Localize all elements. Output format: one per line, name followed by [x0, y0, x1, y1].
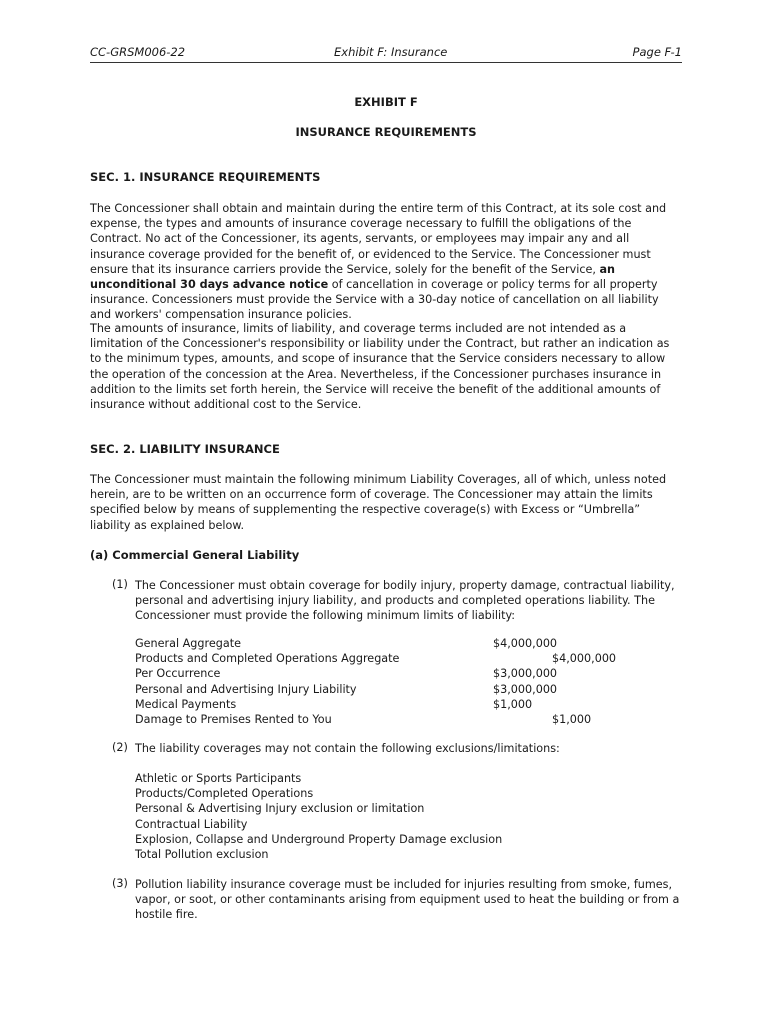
section-1-p1-bold: an unconditional 30 days advance notice: [90, 262, 616, 292]
limit-label: Medical Payments: [135, 697, 237, 711]
exhibit-subtitle: INSURANCE REQUIREMENTS: [295, 125, 477, 139]
limit-label: General Aggregate: [135, 637, 241, 650]
section-1-paragraph-2: The amounts of insurance, limits of liability, and coverage terms included are not intended as a limitation of the Concessioner's responsibility or liability under the Contract, but rather an indication as to the minimum types, amounts, and scope of insurance that the Service considers necessary to allow the operation of the concession at the Area. Nevertheless, if the Concessioner purchases insurance in addition to the limits set forth herein, the Service will receive the benefit of the additional amounts of insurance without additional cost to the Service.: [90, 322, 670, 412]
limit-row: [135, 682, 675, 697]
limit-value: $1,000: [552, 712, 592, 726]
section-1-p1-text: The Concessioner shall obtain and maintain during the entire term of this Contract, at its sole cost and expense, the types and amounts of insurance coverage necessary to fulfill the obligations of the Contract. No act of the Concessioner, its agents, servants, or employees may impair any and all insurance coverage provided for the benefit of, or evidenced to the Service. The Concessioner must ensure that its insurance carriers provide the Service, solely for the benefit of the Service,: [90, 202, 667, 276]
section-2-paragraph-1: The Concessioner must maintain the following minimum Liability Coverages, all of which, unless noted herein, are to be written on an occurrence form of coverage. The Concessioner may attain the limits specified below by means of supplementing the respective coverage(s) with Excess or “Umbrella” liability as explained below.: [90, 473, 667, 532]
exclusion-item: Contractual Liability: [135, 817, 248, 831]
exclusion-item: Explosion, Collapse and Underground Property Damage exclusion: [135, 832, 503, 846]
header-exhibit: Exhibit F: Insurance: [334, 45, 448, 59]
section-1-heading: SEC. 1. INSURANCE REQUIREMENTS: [90, 170, 321, 184]
limit-value: $4,000,000: [493, 637, 558, 650]
page-header: [90, 45, 682, 63]
exclusion-item: Products/Completed Operations: [135, 787, 314, 801]
exclusion-item: Athletic or Sports Participants: [135, 772, 302, 785]
section-2-heading: SEC. 2. LIABILITY INSURANCE: [90, 442, 280, 456]
section-1-paragraph-1: [90, 201, 682, 323]
limit-row: [135, 651, 675, 666]
item-3-text: Pollution liability insurance coverage must be included for injuries resulting from smoke, fumes, vapor, or soot, or other contaminants arising from equipment used to heat the building or from a hostile fire.: [135, 878, 680, 922]
limit-value: $3,000,000: [493, 667, 558, 681]
item-1-number: (1): [112, 578, 128, 591]
item-2-number: (2): [112, 741, 128, 754]
limit-label: Products and Completed Operations Aggregate: [135, 652, 400, 666]
exhibit-title: EXHIBIT F: [354, 95, 418, 109]
limit-label: Personal and Advertising Injury Liability: [135, 682, 357, 696]
liability-limits-table: [135, 636, 675, 727]
limit-row: [135, 712, 675, 727]
limit-row: [135, 636, 675, 651]
limit-row: [135, 697, 675, 712]
exclusion-item: Personal & Advertising Injury exclusion or limitation: [135, 802, 425, 816]
exclusions-list: [135, 771, 502, 862]
limit-value: $3,000,000: [493, 682, 558, 696]
limit-row: [135, 666, 675, 681]
header-doc-id: CC-GRSM006-22: [90, 45, 186, 59]
header-page-number: Page F-1: [632, 45, 682, 59]
section-1-p1-text-end: of cancellation in coverage or policy terms for all property insurance. Concessioners must provide the Service with a 30-day notice of cancellation on all liability and workers' compensation insurance policies.: [90, 278, 659, 322]
limit-value: $4,000,000: [552, 652, 617, 666]
limit-label: Per Occurrence: [135, 667, 221, 681]
item-1-text: The Concessioner must obtain coverage for bodily injury, property damage, contractual liability, personal and advertising injury liability, and products and completed operations liability. The Concessioner must provide the following minimum limits of liability:: [135, 579, 675, 623]
limit-label: Damage to Premises Rented to You: [135, 712, 332, 726]
item-2-text: The liability coverages may not contain the following exclusions/limitations:: [135, 742, 560, 755]
item-3-number: (3): [112, 877, 128, 890]
subsection-a-heading: (a) Commercial General Liability: [90, 548, 300, 562]
exclusion-item: Total Pollution exclusion: [135, 847, 269, 861]
document-page: [90, 0, 682, 1024]
limit-value: $1,000: [493, 697, 533, 711]
